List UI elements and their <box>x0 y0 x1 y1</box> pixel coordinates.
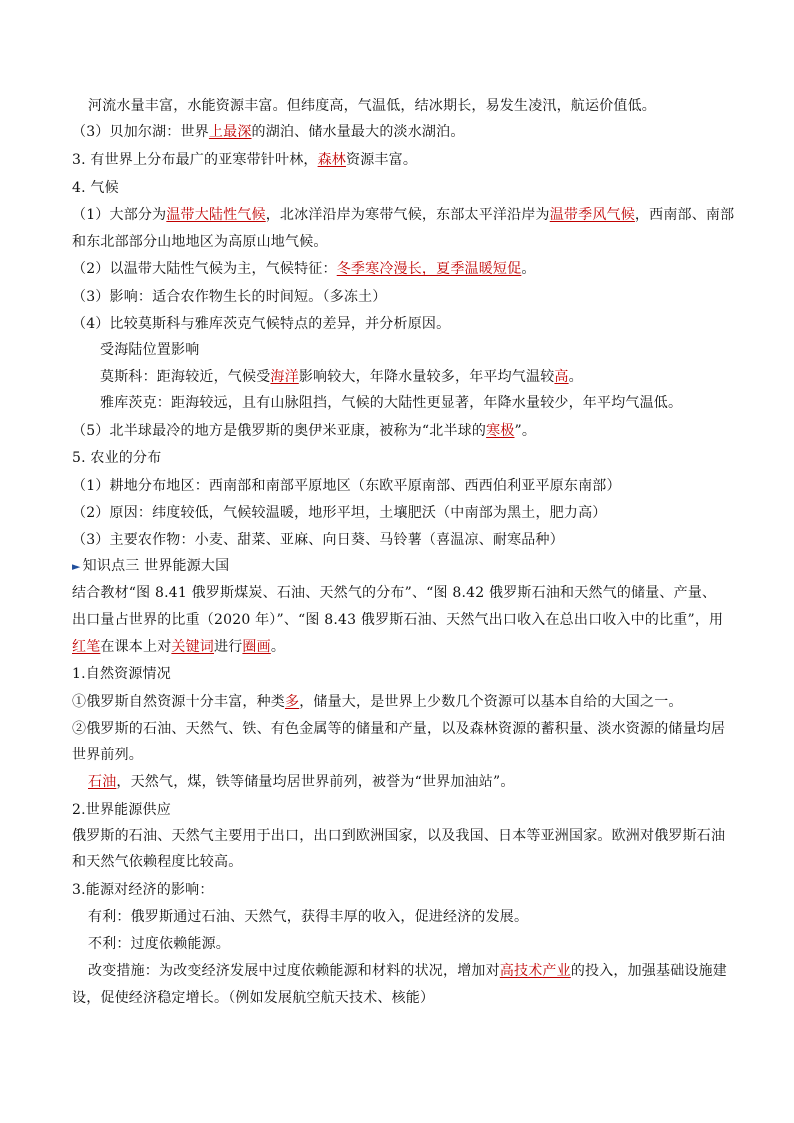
text-line <box>72 150 732 170</box>
text-segment: 1.自然资源情况 <box>72 666 171 682</box>
text-segment: 受海陆位置影响 <box>100 342 200 358</box>
text-segment: ，西南部、南部 <box>634 207 735 223</box>
text-segment: 和天然气依赖程度比较高。 <box>72 854 243 870</box>
highlighted-keyword: 海洋 <box>270 369 299 385</box>
text-segment: （2）以温带大陆性气候为主，气候特征： <box>72 261 337 277</box>
text-segment: 和东北部部分山地地区为高原山地气候。 <box>72 234 328 250</box>
text-line <box>88 96 748 116</box>
text-line <box>72 232 732 252</box>
text-segment: 。 <box>521 261 536 277</box>
text-segment: 知识点三 世界能源大国 <box>82 558 230 574</box>
text-segment: 的湖泊、储水量最大的淡水湖泊。 <box>251 124 465 140</box>
text-line <box>72 178 732 198</box>
text-segment: 。 <box>270 639 286 655</box>
text-line <box>72 988 732 1008</box>
text-line <box>72 610 732 630</box>
text-line <box>72 664 732 684</box>
text-segment: 3. 有世界上分布最广的亚寒带针叶林， <box>72 152 318 168</box>
text-segment: 世界前列。 <box>72 747 143 763</box>
text-line <box>72 205 735 225</box>
text-segment: （1）大部分为 <box>72 207 167 223</box>
highlighted-keyword: 高 <box>554 369 569 385</box>
text-segment: （1）耕地分布地区：西南部和南部平原地区（东欧平原南部、西西伯利亚平原东南部） <box>72 478 621 494</box>
text-segment: 4. 气候 <box>72 180 119 196</box>
highlighted-keyword: 红笔 <box>72 639 101 655</box>
text-line <box>100 393 760 413</box>
text-segment: 3.能源对经济的影响： <box>72 882 214 898</box>
text-segment: ”。 <box>514 423 537 439</box>
text-line <box>72 259 732 279</box>
text-line <box>72 503 732 523</box>
text-segment: 5. 农业的分布 <box>72 450 162 466</box>
text-line <box>72 852 732 872</box>
text-segment: ，天然气，煤，铁等储量均居世界前列，被誉为“世界加油站”。 <box>116 774 515 790</box>
highlighted-keyword: 温带大陆性气候 <box>166 207 266 223</box>
text-segment: 。 <box>568 369 583 385</box>
text-line <box>100 340 760 360</box>
text-line <box>72 719 732 739</box>
text-segment: 设，促使经济稳定增长。（例如发展航空航天技术、核能） <box>72 990 435 1006</box>
text-line <box>72 745 732 765</box>
text-segment: 出口量占世界的比重（2020 年）”、“图 8.43 俄罗斯石油、天然气出口收入在总出口收入中的比重”，用 <box>72 612 724 628</box>
text-segment: 在课本上对 <box>100 639 172 655</box>
text-line <box>72 692 732 712</box>
text-segment: （4）比较莫斯科与雅库茨克气候特点的差异，并分析原因。 <box>72 316 451 332</box>
text-segment: 的投入，加强基础设施建 <box>570 963 728 979</box>
text-line <box>88 907 748 927</box>
text-segment: 雅库茨克：距海较远，且有山脉阻挡，气候的大陆性更显著，年降水量较少，年平均气温低。 <box>100 395 683 411</box>
text-line <box>72 530 732 550</box>
text-line <box>72 314 732 334</box>
text-segment: 结合教材“图 8.41 俄罗斯煤炭、石油、天然气的分布”、“图 8.42 俄罗斯石油和天然气的储量、产量、 <box>72 585 717 601</box>
text-line <box>88 961 748 981</box>
highlighted-keyword: 石油 <box>88 774 117 790</box>
text-line <box>72 826 732 846</box>
text-segment: 2.世界能源供应 <box>72 802 171 818</box>
text-line <box>72 476 732 496</box>
text-segment: （3）贝加尔湖：世界 <box>72 124 209 140</box>
highlighted-keyword: 上最深 <box>208 124 252 140</box>
text-segment: （5）北半球最冷的地方是俄罗斯的奥伊米亚康，被称为“北半球的 <box>72 423 487 439</box>
highlighted-keyword: 寒极 <box>486 423 515 439</box>
text-segment: 资源丰富。 <box>346 152 418 168</box>
text-line <box>100 367 760 387</box>
highlighted-keyword: 圈画 <box>242 639 271 655</box>
highlighted-keyword: 温带季风气候 <box>549 207 635 223</box>
text-segment: ①俄罗斯自然资源十分丰富，种类 <box>72 694 285 710</box>
text-line <box>72 448 732 468</box>
text-line <box>88 772 748 792</box>
text-segment: 有利：俄罗斯通过石油、天然气，获得丰厚的收入，促进经济的发展。 <box>88 909 529 925</box>
highlighted-keyword: 冬季寒冷漫长，夏季温暖短促 <box>336 261 522 277</box>
text-line <box>72 880 732 900</box>
text-segment: 河流水量丰富，水能资源丰富。但纬度高，气温低，结冰期长，易发生凌汛，航运价值低。 <box>88 98 656 114</box>
text-line <box>72 421 732 441</box>
highlighted-keyword: 多 <box>285 694 300 710</box>
text-segment: （3）影响：适合农作物生长的时间短。（多冻土） <box>72 289 387 305</box>
text-line <box>72 556 732 577</box>
text-segment: 俄罗斯的石油、天然气主要用于出口，出口到欧洲国家，以及我国、日本等亚洲国家。欧洲对俄罗斯石油 <box>72 828 726 844</box>
text-segment: （3）主要农作物：小麦、甜菜、亚麻、向日葵、马铃薯（喜温凉、耐寒品种） <box>72 532 564 548</box>
highlighted-keyword: 关键词 <box>171 639 215 655</box>
text-segment: ②俄罗斯的石油、天然气、铁、有色金属等的储量和产量，以及森林资源的蓄积量、淡水资源的储量均居 <box>72 721 726 737</box>
text-segment: （2）原因：纬度较低，气候较温暖，地形平坦，土壤肥沃（中南部为黑土，肥力高） <box>72 505 607 521</box>
text-line <box>72 800 732 820</box>
text-segment: ，储量大，是世界上少数几个资源可以基本自给的大国之一。 <box>299 694 683 710</box>
text-line <box>72 122 732 142</box>
text-segment: 莫斯科：距海较近，气候受 <box>100 369 271 385</box>
highlighted-keyword: 高技术产业 <box>499 963 571 979</box>
text-line <box>72 637 732 657</box>
text-segment: 不利：过度依赖能源。 <box>88 936 230 952</box>
text-line <box>72 287 732 307</box>
text-line <box>88 934 748 954</box>
highlighted-keyword: 森林 <box>317 152 347 168</box>
text-segment: 影响较大，年降水量较多，年平均气温较 <box>298 369 555 385</box>
text-line <box>72 583 732 603</box>
text-segment: 改变措施：为改变经济发展中过度依赖能源和材料的状况，增加对 <box>88 963 500 979</box>
text-segment: ，北冰洋沿岸为寒带气候，东部太平洋沿岸为 <box>265 207 550 223</box>
section-marker-icon: ► <box>72 560 81 573</box>
text-segment: 进行 <box>214 639 243 655</box>
